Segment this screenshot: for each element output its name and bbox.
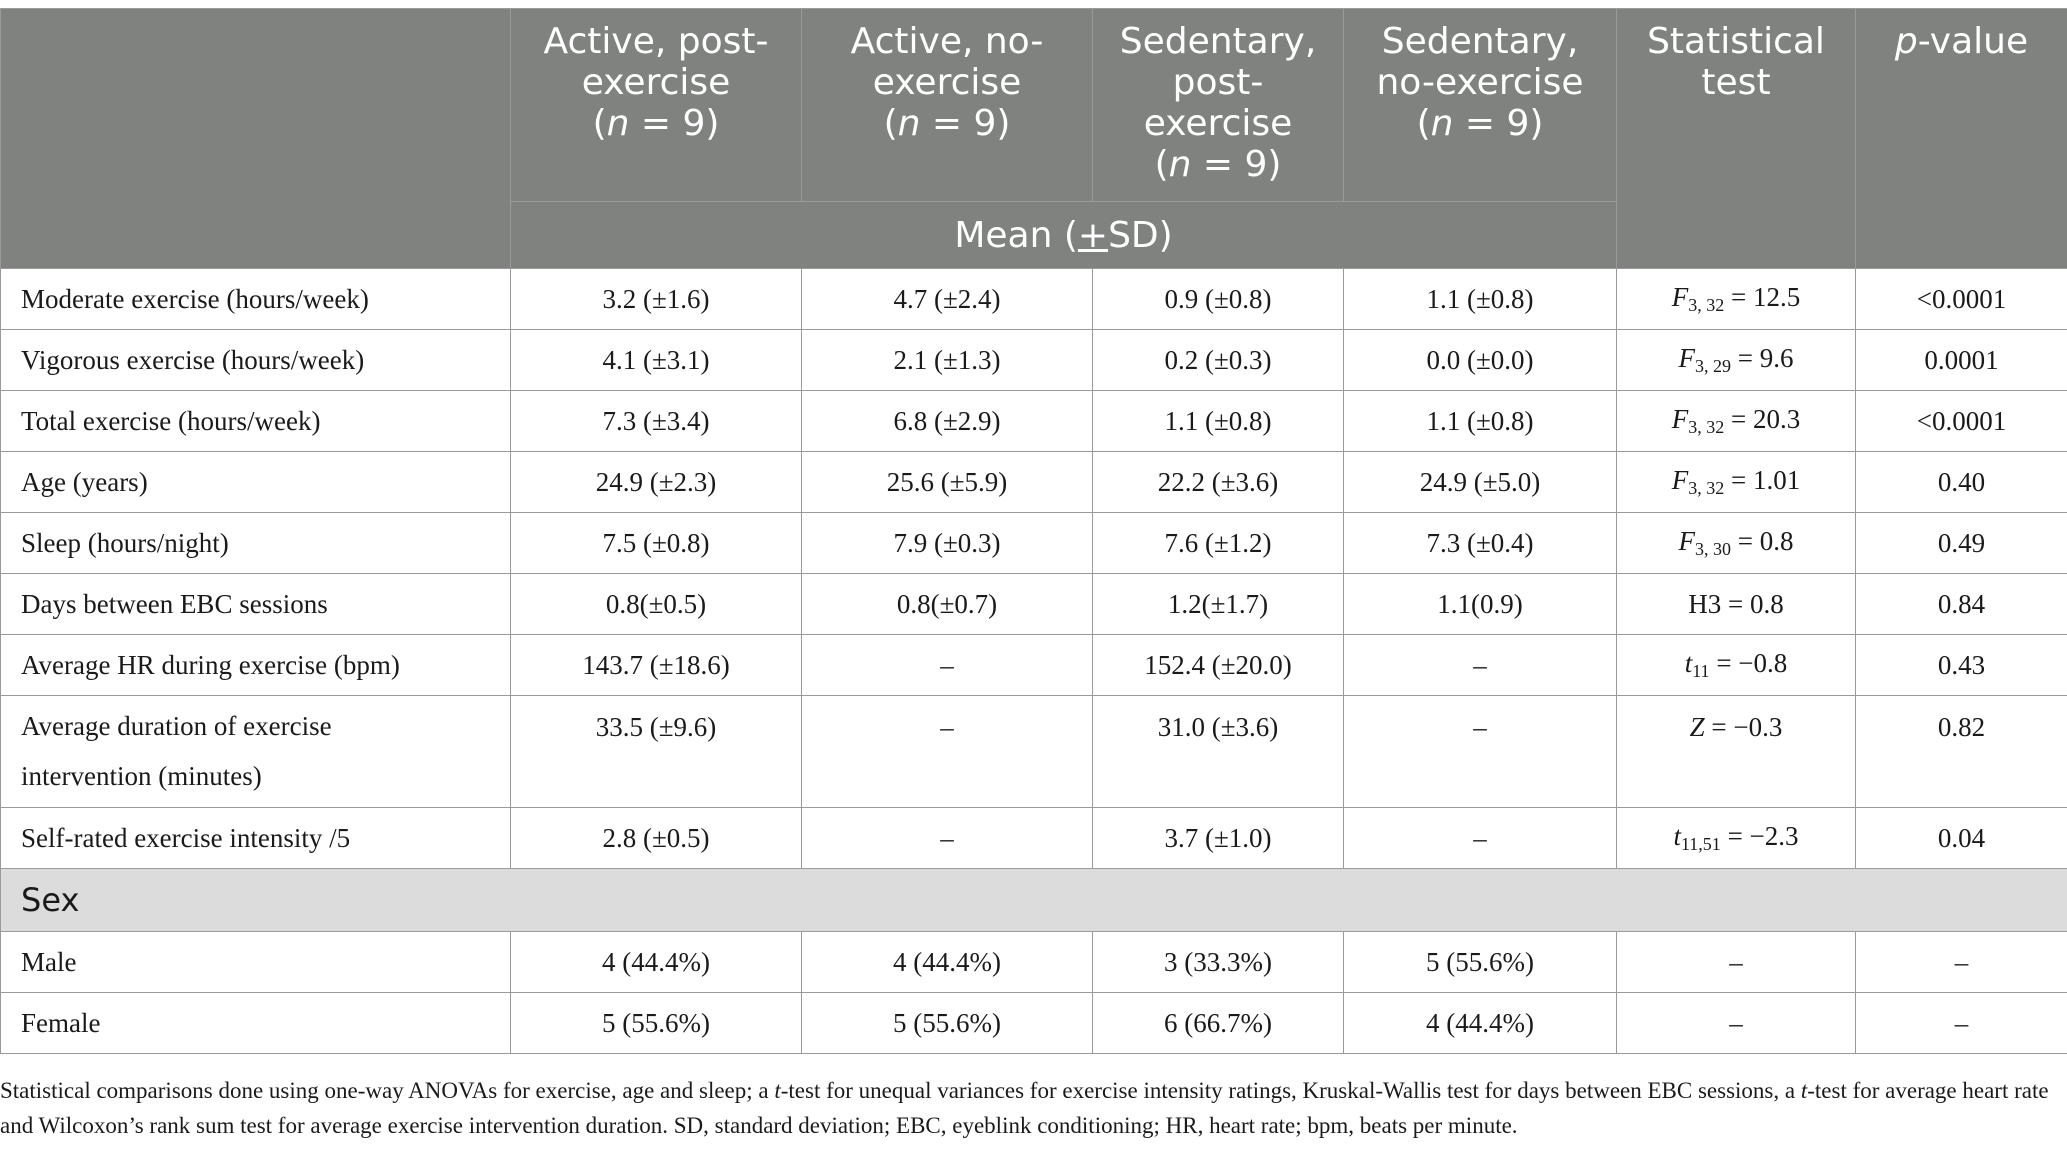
stat-value: = 20.3 <box>1724 404 1801 434</box>
cell-stat <box>1617 696 1856 808</box>
cell-p-value: 0.84 <box>1856 574 2067 635</box>
header-text: Statistical <box>1647 21 1825 62</box>
cell-value: – <box>1344 808 1617 869</box>
cell-value: – <box>1344 635 1617 696</box>
header-active-no-exercise: Active, no- exercise (n = 9) <box>802 9 1093 202</box>
cell-stat: – <box>1617 993 1856 1054</box>
stat-symbol: F <box>1671 282 1689 312</box>
table-row <box>1 269 2067 330</box>
cell-value: – <box>1344 696 1617 808</box>
header-n-label: n <box>1430 103 1454 144</box>
cell-value: 0.8(±0.5) <box>511 574 802 635</box>
cell-p-value: 0.04 <box>1856 808 2067 869</box>
cell-value: 7.3 (±0.4) <box>1344 513 1617 574</box>
cell-value: 3.2 (±1.6) <box>511 269 802 330</box>
stat-value: = −0.8 <box>1709 648 1788 678</box>
header-text: test <box>1701 62 1771 103</box>
row-label <box>1 696 511 808</box>
cell-value: 31.0 (±3.6) <box>1093 696 1344 808</box>
header-text: post- <box>1172 62 1264 103</box>
cell-value: 1.1(0.9) <box>1344 574 1617 635</box>
table-row <box>1 932 2067 993</box>
cell-stat: – <box>1617 932 1856 993</box>
header-sedentary-post-exercise: Sedentary, post- exercise (n = 9) <box>1093 9 1344 202</box>
cell-value: 0.2 (±0.3) <box>1093 330 1344 391</box>
cell-p-value: 0.0001 <box>1856 330 2067 391</box>
cell-p-value: 0.40 <box>1856 452 2067 513</box>
cell-stat <box>1617 635 1856 696</box>
cell-stat <box>1617 513 1856 574</box>
cell-value: 1.1 (±0.8) <box>1344 269 1617 330</box>
cell-stat <box>1617 452 1856 513</box>
header-text: Sedentary, <box>1381 21 1579 62</box>
row-label: Age (years) <box>1 452 511 513</box>
header-n-value: = 9) <box>629 103 720 144</box>
cell-p-value: 0.49 <box>1856 513 2067 574</box>
header-text: Mean ( <box>954 214 1078 256</box>
cell-value: 33.5 (±9.6) <box>511 696 802 808</box>
cell-value: 0.8(±0.7) <box>802 574 1093 635</box>
cell-value: 6 (66.7%) <box>1093 993 1344 1054</box>
row-label: Male <box>1 932 511 993</box>
header-p-letter: p <box>1894 21 1918 62</box>
cell-p-value: – <box>1856 932 2067 993</box>
cell-stat <box>1617 269 1856 330</box>
header-n-label: n <box>897 103 921 144</box>
cell-value: 6.8 (±2.9) <box>802 391 1093 452</box>
cell-p-value: 0.82 <box>1856 696 2067 808</box>
footnote-t: t <box>774 1078 781 1103</box>
stat-subscript: 3, 32 <box>1688 417 1725 437</box>
stat-subscript: 11,51 <box>1680 834 1721 854</box>
row-label: Vigorous exercise (hours/week) <box>1 330 511 391</box>
row-label: Moderate exercise (hours/week) <box>1 269 511 330</box>
cell-stat <box>1617 330 1856 391</box>
header-text: exercise <box>872 62 1022 103</box>
cell-value: 4.1 (±3.1) <box>511 330 802 391</box>
header-text: exercise <box>1143 103 1293 144</box>
stat-value: = 12.5 <box>1724 282 1801 312</box>
footnote-text: Statistical comparisons done using one-way ANOVAs for exercise, age and sleep; a <box>0 1078 775 1103</box>
header-n-label: n <box>1168 144 1192 185</box>
row-label: Total exercise (hours/week) <box>1 391 511 452</box>
cell-p-value: – <box>1856 993 2067 1054</box>
header-n-label: n <box>606 103 630 144</box>
table-row <box>1 993 2067 1054</box>
table-row <box>1 513 2067 574</box>
table-footnote <box>0 1073 2060 1143</box>
cell-value: 0.0 (±0.0) <box>1344 330 1617 391</box>
table-row <box>1 808 2067 869</box>
cell-p-value: 0.43 <box>1856 635 2067 696</box>
header-p-value <box>1856 9 2067 269</box>
cell-value: 1.2(±1.7) <box>1093 574 1344 635</box>
header-sedentary-no-exercise: Sedentary, no-exercise (n = 9) <box>1344 9 1617 202</box>
cell-p-value: <0.0001 <box>1856 391 2067 452</box>
cell-value: 1.1 (±0.8) <box>1093 391 1344 452</box>
header-n-value: = 9) <box>920 103 1011 144</box>
stat-subscript: 3, 32 <box>1688 478 1725 498</box>
row-label-line: Average duration of exercise <box>21 711 332 741</box>
cell-value: 4 (44.4%) <box>1344 993 1617 1054</box>
header-text: Sedentary, <box>1119 21 1317 62</box>
footnote-t: t <box>1800 1078 1808 1103</box>
header-corner <box>1 9 511 269</box>
stat-subscript: 3, 32 <box>1688 295 1725 315</box>
cell-value: 25.6 (±5.9) <box>802 452 1093 513</box>
table-row <box>1 330 2067 391</box>
cell-value: – <box>802 696 1093 808</box>
footnote-text: -test for unequal variances for exercise intensity ratings, Kruskal-Wallis test for days between EBC sessions, a <box>780 1078 1801 1103</box>
cell-value: 3.7 (±1.0) <box>1093 808 1344 869</box>
cell-value: 2.1 (±1.3) <box>802 330 1093 391</box>
row-label: Sleep (hours/night) <box>1 513 511 574</box>
cell-value: 3 (33.3%) <box>1093 932 1344 993</box>
cell-stat <box>1617 808 1856 869</box>
stat-symbol: F <box>1678 343 1695 373</box>
table-row <box>1 696 2067 808</box>
header-text: no-exercise <box>1376 62 1584 103</box>
cell-value: 5 (55.6%) <box>511 993 802 1054</box>
header-n-value: = 9) <box>1191 144 1282 185</box>
cell-value: 4 (44.4%) <box>511 932 802 993</box>
table-row <box>1 635 2067 696</box>
cell-value: 22.2 (±3.6) <box>1093 452 1344 513</box>
row-label: Days between EBC sessions <box>1 574 511 635</box>
header-row <box>1 9 2067 202</box>
stat-symbol: F <box>1671 465 1689 495</box>
cell-value: 2.8 (±0.5) <box>511 808 802 869</box>
header-statistical-test <box>1617 9 1856 269</box>
cell-stat: H3 = 0.8 <box>1617 574 1856 635</box>
footnote-text: -test for average heart rate and Wilcoxon’s rank sum test for average exercise intervention duration. SD, standard deviation; EBC, eyeblink conditioning; HR, heart rate; bpm, beats per minute. <box>0 1078 2049 1138</box>
row-label: Female <box>1 993 511 1054</box>
header-text: Active, no- <box>850 21 1044 62</box>
stat-subscript: 3, 30 <box>1695 539 1731 559</box>
stat-value: = −2.3 <box>1720 821 1799 851</box>
table-row <box>1 574 2067 635</box>
demographics-table <box>0 8 2067 1054</box>
stat-subscript: 3, 29 <box>1695 356 1731 376</box>
table-row <box>1 391 2067 452</box>
cell-value: 5 (55.6%) <box>1344 932 1617 993</box>
cell-value: 0.9 (±0.8) <box>1093 269 1344 330</box>
row-label-line: intervention (minutes) <box>21 761 262 791</box>
header-active-post-exercise: Active, post- exercise (n = 9) <box>511 9 802 202</box>
stat-symbol: Z <box>1689 712 1705 742</box>
header-text: SD) <box>1108 214 1173 256</box>
stat-symbol: t <box>1684 648 1693 678</box>
cell-value: 1.1 (±0.8) <box>1344 391 1617 452</box>
row-label: Average HR during exercise (bpm) <box>1 635 511 696</box>
header-text: -value <box>1917 21 2029 62</box>
stat-symbol: F <box>1678 526 1695 556</box>
header-text: exercise <box>581 62 731 103</box>
stat-value: = −0.3 <box>1704 712 1783 742</box>
stat-symbol: t <box>1673 821 1681 851</box>
stat-value: = 1.01 <box>1724 465 1801 495</box>
header-text: Active, post- <box>543 21 769 62</box>
section-row-sex <box>1 869 2067 932</box>
cell-value: 5 (55.6%) <box>802 993 1093 1054</box>
cell-stat <box>1617 391 1856 452</box>
cell-p-value: <0.0001 <box>1856 269 2067 330</box>
stat-symbol: F <box>1671 404 1689 434</box>
stat-value: = 9.6 <box>1731 343 1794 373</box>
cell-value: 4.7 (±2.4) <box>802 269 1093 330</box>
stat-subscript: 11 <box>1692 661 1710 681</box>
cell-value: 7.6 (±1.2) <box>1093 513 1344 574</box>
cell-value: – <box>802 808 1093 869</box>
header-mean-sd <box>511 202 1617 269</box>
cell-value: – <box>802 635 1093 696</box>
stat-value: = 0.8 <box>1731 526 1794 556</box>
section-label: Sex <box>1 869 2067 932</box>
header-pm-sign: + <box>1077 214 1109 256</box>
cell-value: 7.5 (±0.8) <box>511 513 802 574</box>
cell-value: 152.4 (±20.0) <box>1093 635 1344 696</box>
table-row <box>1 452 2067 513</box>
cell-value: 4 (44.4%) <box>802 932 1093 993</box>
cell-value: 7.9 (±0.3) <box>802 513 1093 574</box>
header-n-value: = 9) <box>1453 103 1544 144</box>
cell-value: 7.3 (±3.4) <box>511 391 802 452</box>
cell-value: 24.9 (±2.3) <box>511 452 802 513</box>
row-label: Self-rated exercise intensity /5 <box>1 808 511 869</box>
cell-value: 143.7 (±18.6) <box>511 635 802 696</box>
cell-value: 24.9 (±5.0) <box>1344 452 1617 513</box>
